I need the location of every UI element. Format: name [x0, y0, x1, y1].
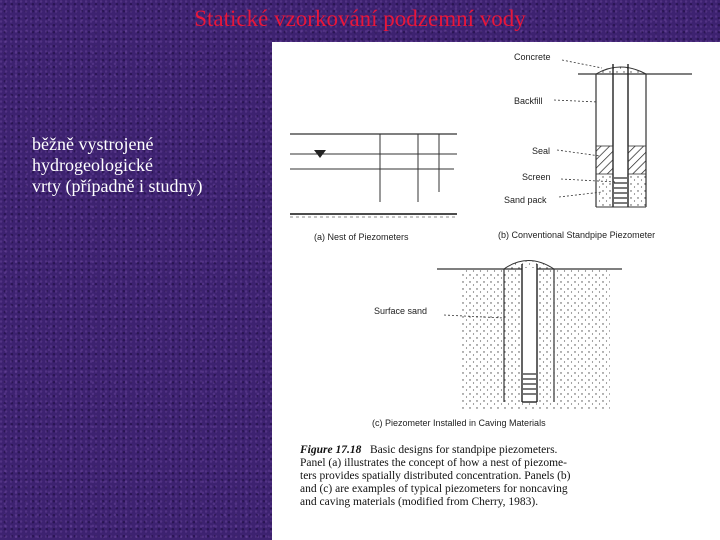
figure-caption-line: and (c) are examples of typical piezometers for noncaving	[300, 483, 568, 495]
caption-a: (a) Nest of Piezometers	[314, 232, 409, 242]
figure-caption-line: and caving materials (modified from Cherry, 1983).	[300, 496, 539, 508]
body-line: hydrogeologické	[32, 155, 153, 175]
figure-caption-line: Panel (a) illustrates the concept of how a nest of piezome-	[300, 457, 567, 469]
slide-title: Statické vzorkování podzemní vody	[194, 6, 526, 31]
figure-caption-line: ters provides spatially distributed concentration. Panels (b)	[300, 470, 571, 482]
panel-c-caving-diagram	[437, 261, 622, 411]
label-backfill: Backfill	[514, 96, 543, 106]
figure-number: Figure 17.18	[300, 444, 362, 456]
panel-b-standpipe-diagram	[554, 60, 692, 207]
label-sand-pack: Sand pack	[504, 195, 547, 205]
body-text	[32, 134, 262, 197]
label-seal: Seal	[532, 146, 551, 156]
figure-caption-first-line	[300, 444, 710, 457]
piezometer-figure	[272, 42, 720, 540]
body-line: běžně vystrojené	[32, 134, 154, 154]
label-surface-sand: Surface sand	[374, 306, 428, 316]
caption-c: (c) Piezometer Installed in Caving Materials	[372, 418, 546, 428]
label-screen: Screen	[522, 172, 551, 182]
body-line: vrty (případně i studny)	[32, 176, 203, 196]
caption-b: (b) Conventional Standpipe Piezometer	[498, 230, 656, 240]
figure-caption-line: Basic designs for standpipe piezometers.	[369, 444, 558, 456]
figure-caption	[300, 444, 710, 509]
label-concrete: Concrete	[514, 52, 551, 62]
panel-a-nest-diagram	[290, 134, 457, 217]
